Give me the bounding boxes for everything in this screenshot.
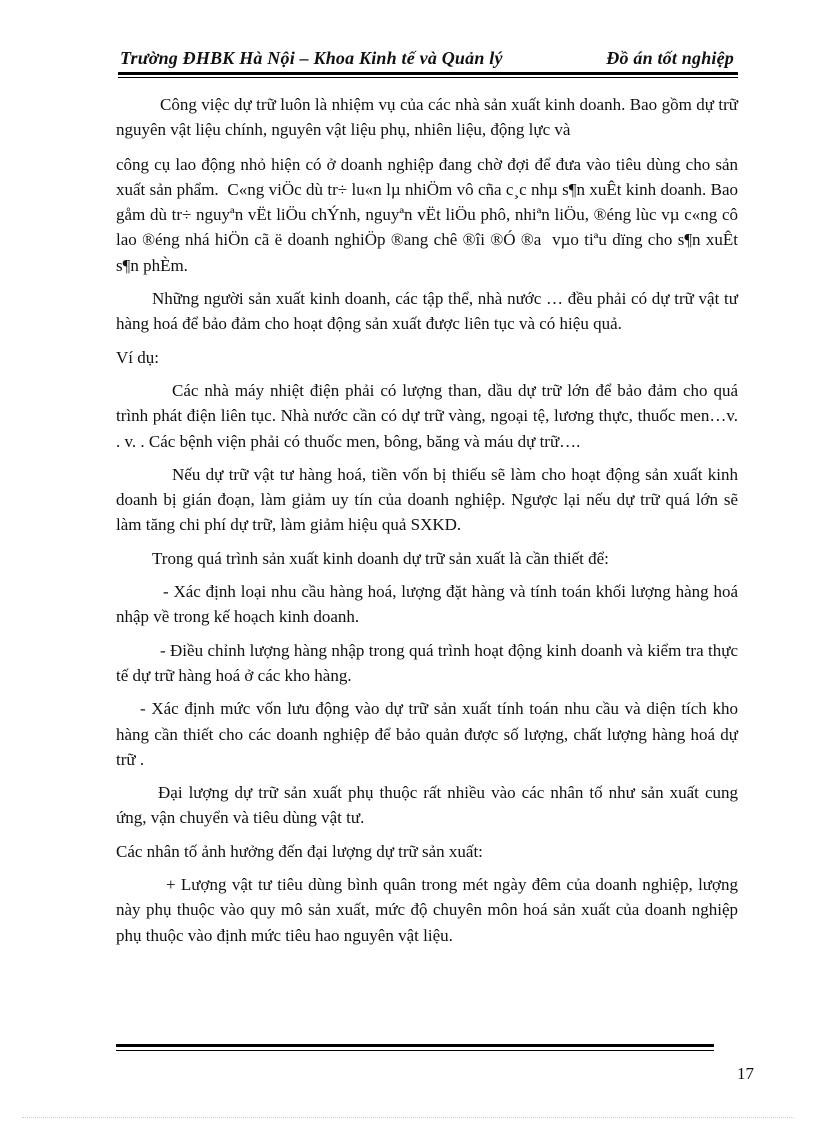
header-institution: Trường ĐHBK Hà Nội – Khoa Kinh tế và Quản lý [120,48,503,68]
paragraph: Nếu dự trữ vật tư hàng hoá, tiền vốn bị thiếu sẽ làm cho hoạt động sản xuất kinh doanh bị gián đoạn, làm giảm uy tín của doanh nghiệp. Ngược lại nếu dự trữ quá lớn sẽ làm tăng chi phí dự trữ, làm giảm hiệu quả SXKD. [116,464,743,535]
header-document-type: Đồ án tốt nghiệp [606,48,734,68]
paragraph: - Xác định mức vốn lưu động vào dự trữ sản xuất tính toán nhu cầu và diện tích kho hàng cần thiết cho các doanh nghiệp để bảo quản được số lượng, chất lượng hàng hoá dự trữ . [116,699,743,769]
paragraph: Công việc dự trữ luôn là nhiệm vụ của các nhà sản xuất kinh doanh. Bao gồm dự trữ nguyên vật liệu chính, nguyên vật liệu phụ, nhiên liệu, động lực và [116,95,743,140]
paragraph: - Điều chỉnh lượng hàng nhập trong quá trình hoạt động kinh doanh và kiểm tra thực tế dự trữ hàng hoá ở các kho hàng. [116,640,743,685]
paragraph: Đại lượng dự trữ sản xuất phụ thuộc rất nhiều vào các nhân tố như sản xuất cung ứng, vận chuyển và tiêu dùng vật tư. [116,783,743,828]
paragraph: Các nhà máy nhiệt điện phải có lượng than, dầu dự trữ lớn để bảo đảm cho quá trình phát điện liên tục. Nhà nước cần có dự trữ vàng, ngoại tệ, lương thực, thuốc men…v. . v. . Các bệnh viện phải có thuốc men, bông, băng và máu dự trữ…. [116,380,743,451]
page-header [118,44,738,74]
paragraph: - Xác định loại nhu cầu hàng hoá, lượng đặt hàng và tính toán khối lượng hàng hoá nhập về trong kế hoạch kinh doanh. [116,582,743,627]
header-rule-thick [118,72,738,75]
paragraph: + Lượng vật tư tiêu dùng bình quân trong mét ngày đêm của doanh nghiệp, lượng này phụ thuộc vào quy mô sản xuất, mức độ chuyên môn hoá sản xuất của doanh nghiệp phụ thuộc vào định mức tiêu hao nguyên vật liệu. [116,875,743,945]
body-text [116,92,743,948]
footer-rule-thick [116,1044,714,1047]
paragraph: Các nhân tố ảnh hưởng đến đại lượng dự trữ sản xuất: [116,841,483,861]
footer-rule-thin [116,1050,714,1051]
header-rule-thin [118,77,738,78]
paragraph: công cụ lao động nhỏ hiện có ở doanh nghiệp đang chờ đợi để đưa vào tiêu dùng cho sản xuất sản phẩm. C«ng viÖc dù tr÷ lu«n lµ nhiÖm vô cña c¸c nhµ s¶n xuÊt kinh doanh. Bao gåm dù tr÷ nguyªn vËt liÖu chÝnh, nguyªn vËt liÖu phô, nhiªn liÖu, ®éng lùc vµ c«ng cô lao ®éng nhá hiÖn cã ë doanh nghiÖp ®ang chê ®îi ®Ó ®a vµo tiªu dïng cho s¶n xuÊt s¶n phÈm. [116,154,743,275]
paragraph: Ví dụ: [116,347,159,367]
page-number: 17 [737,1064,754,1083]
paragraph: Trong quá trình sản xuất kinh doanh dự trữ sản xuất là cần thiết để: [152,548,609,568]
paragraph: Những người sản xuất kinh doanh, các tập thể, nhà nước … đều phải có dự trữ vật tư hàng hoá để bảo đảm cho hoạt động sản xuất được liên tục và có hiệu quả. [116,289,743,334]
page-bottom-dotted-edge [22,1117,794,1118]
